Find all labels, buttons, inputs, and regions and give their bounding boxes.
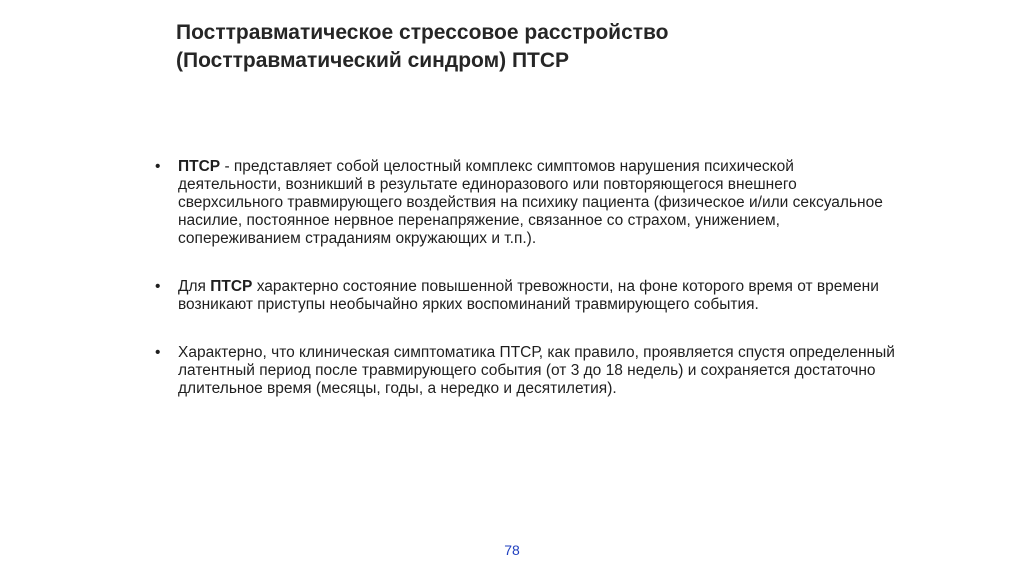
bullet-item-ptsd-definition <box>155 158 895 248</box>
slide-title-line-1: Посттравматическое стрессовое расстройство <box>176 21 669 44</box>
slide-title-line-2: (Посттравматический синдром) ПТСР <box>176 49 570 72</box>
bullet-item-ptsd-anxiety <box>155 278 895 314</box>
bullet-marker: • <box>155 344 161 361</box>
page-number: 78 <box>504 542 520 558</box>
bullet-text: характерно состояние повышенной тревожности, на фоне которого время от времени возникают приступы необычайно ярких воспоминаний травмирующего события. <box>178 278 879 313</box>
bullet-bold-term: ПТСР <box>210 278 253 295</box>
bullet-bold-term: ПТСР <box>178 158 221 175</box>
bullet-text: Характерно, что клиническая симптоматика ПТСР, как правило, проявляется спустя определенный латентный период после травмирующего события (от 3 до 18 недель) и сохраняется достаточно длительное время (месяцы, годы, а нередко и десятилетия). <box>178 344 895 397</box>
bullet-text: - представляет собой целостный комплекс симптомов нарушения психической деятельности, возникший в результате единоразового или повторяющегося внешнего сверхсильного травмирующего воздействия на психику пациента (физическое и/или сексуальное насилие, постоянное нервное перенапряжение, связанное со страхом, унижением, сопереживанием страданиям окружающих и т.п.). <box>178 158 883 247</box>
bullet-marker: • <box>155 158 161 175</box>
bullet-list <box>155 158 895 398</box>
bullet-item-ptsd-latency <box>155 344 895 398</box>
slide-title <box>176 19 956 75</box>
bullet-text-prefix: Для <box>178 278 211 295</box>
bullet-marker: • <box>155 278 161 295</box>
